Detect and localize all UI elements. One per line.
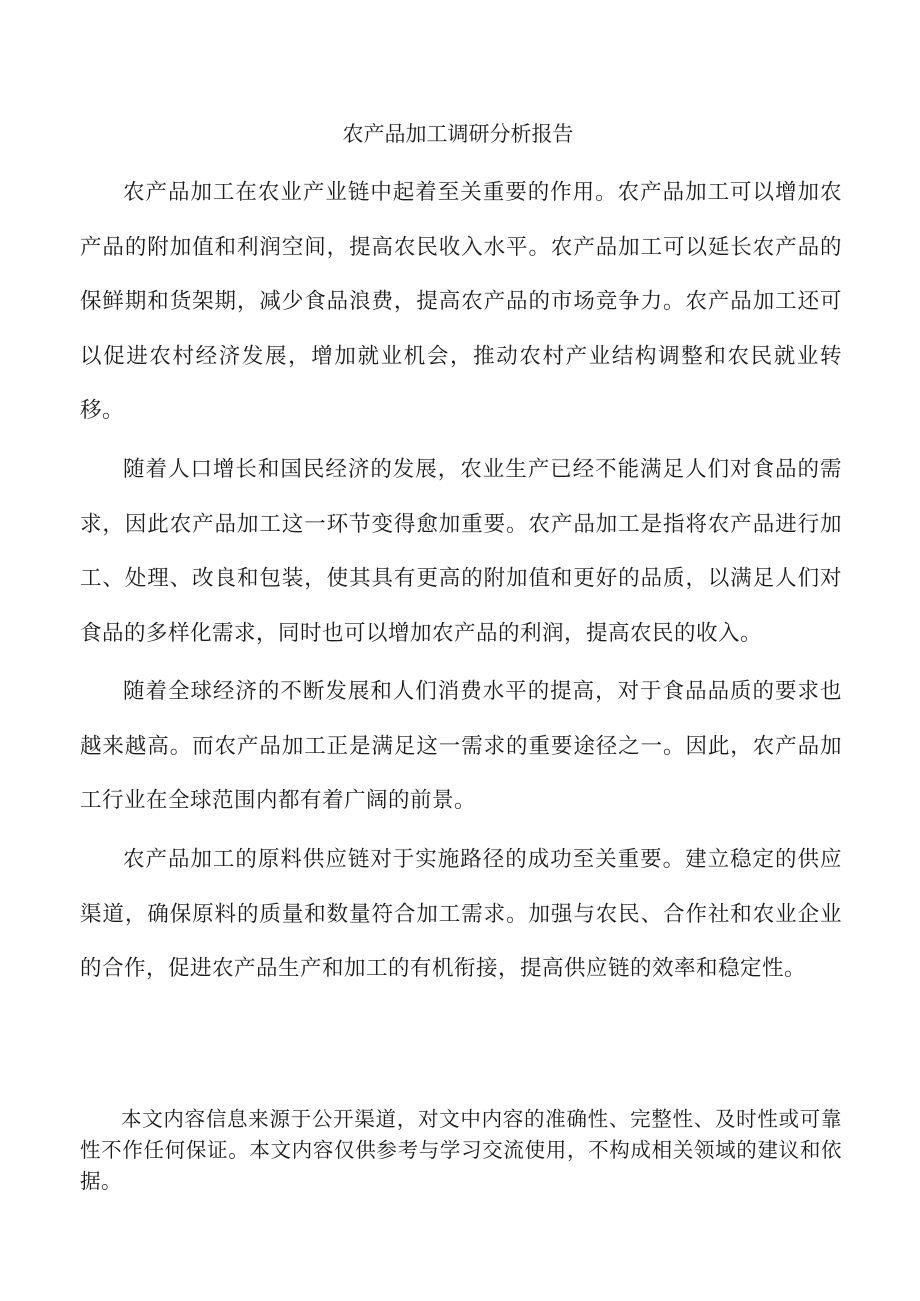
body-paragraph-2: 随着人口增长和国民经济的发展，农业生产已经不能满足人们对食品的需求，因此农产品加工这一环节变得愈加重要。农产品加工是指将农产品进行加工、处理、改良和包装，使其具有更高的附加值和更好的品质，以满足人们对食品的多样化需求，同时也可以增加农产品的利润，提高农民的收入。 bbox=[80, 457, 842, 646]
document-title: 农产品加工调研分析报告 bbox=[342, 122, 574, 146]
body-paragraph-4: 农产品加工的原料供应链对于实施路径的成功至关重要。建立稳定的供应渠道，确保原料的质量和数量符合加工需求。加强与农民、合作社和农业企业的合作，促进农产品生产和加工的有机衔接，提高供应链的效率和稳定性。 bbox=[80, 847, 842, 981]
body-paragraph-3: 随着全球经济的不断发展和人们消费水平的提高，对于食品品质的要求也越来越高。而农产品加工正是满足这一需求的重要途径之一。因此，农产品加工行业在全球范围内都有着广阔的前景。 bbox=[80, 679, 842, 813]
body-paragraph-1: 农产品加工在农业产业链中起着至关重要的作用。农产品加工可以增加农产品的附加值和利润空间，提高农民收入水平。农产品加工可以延长农产品的保鲜期和货架期，减少食品浪费，提高农产品的市场竞争力。农产品加工还可以促进农村经济发展，增加就业机会，推动农村产业结构调整和农民就业转移。 bbox=[80, 180, 842, 423]
disclaimer-paragraph: 本文内容信息来源于公开渠道，对文中内容的准确性、完整性、及时性或可靠性不作任何保证。本文内容仅供参考与学习交流使用，不构成相关领域的建议和依据。 bbox=[80, 1107, 842, 1193]
